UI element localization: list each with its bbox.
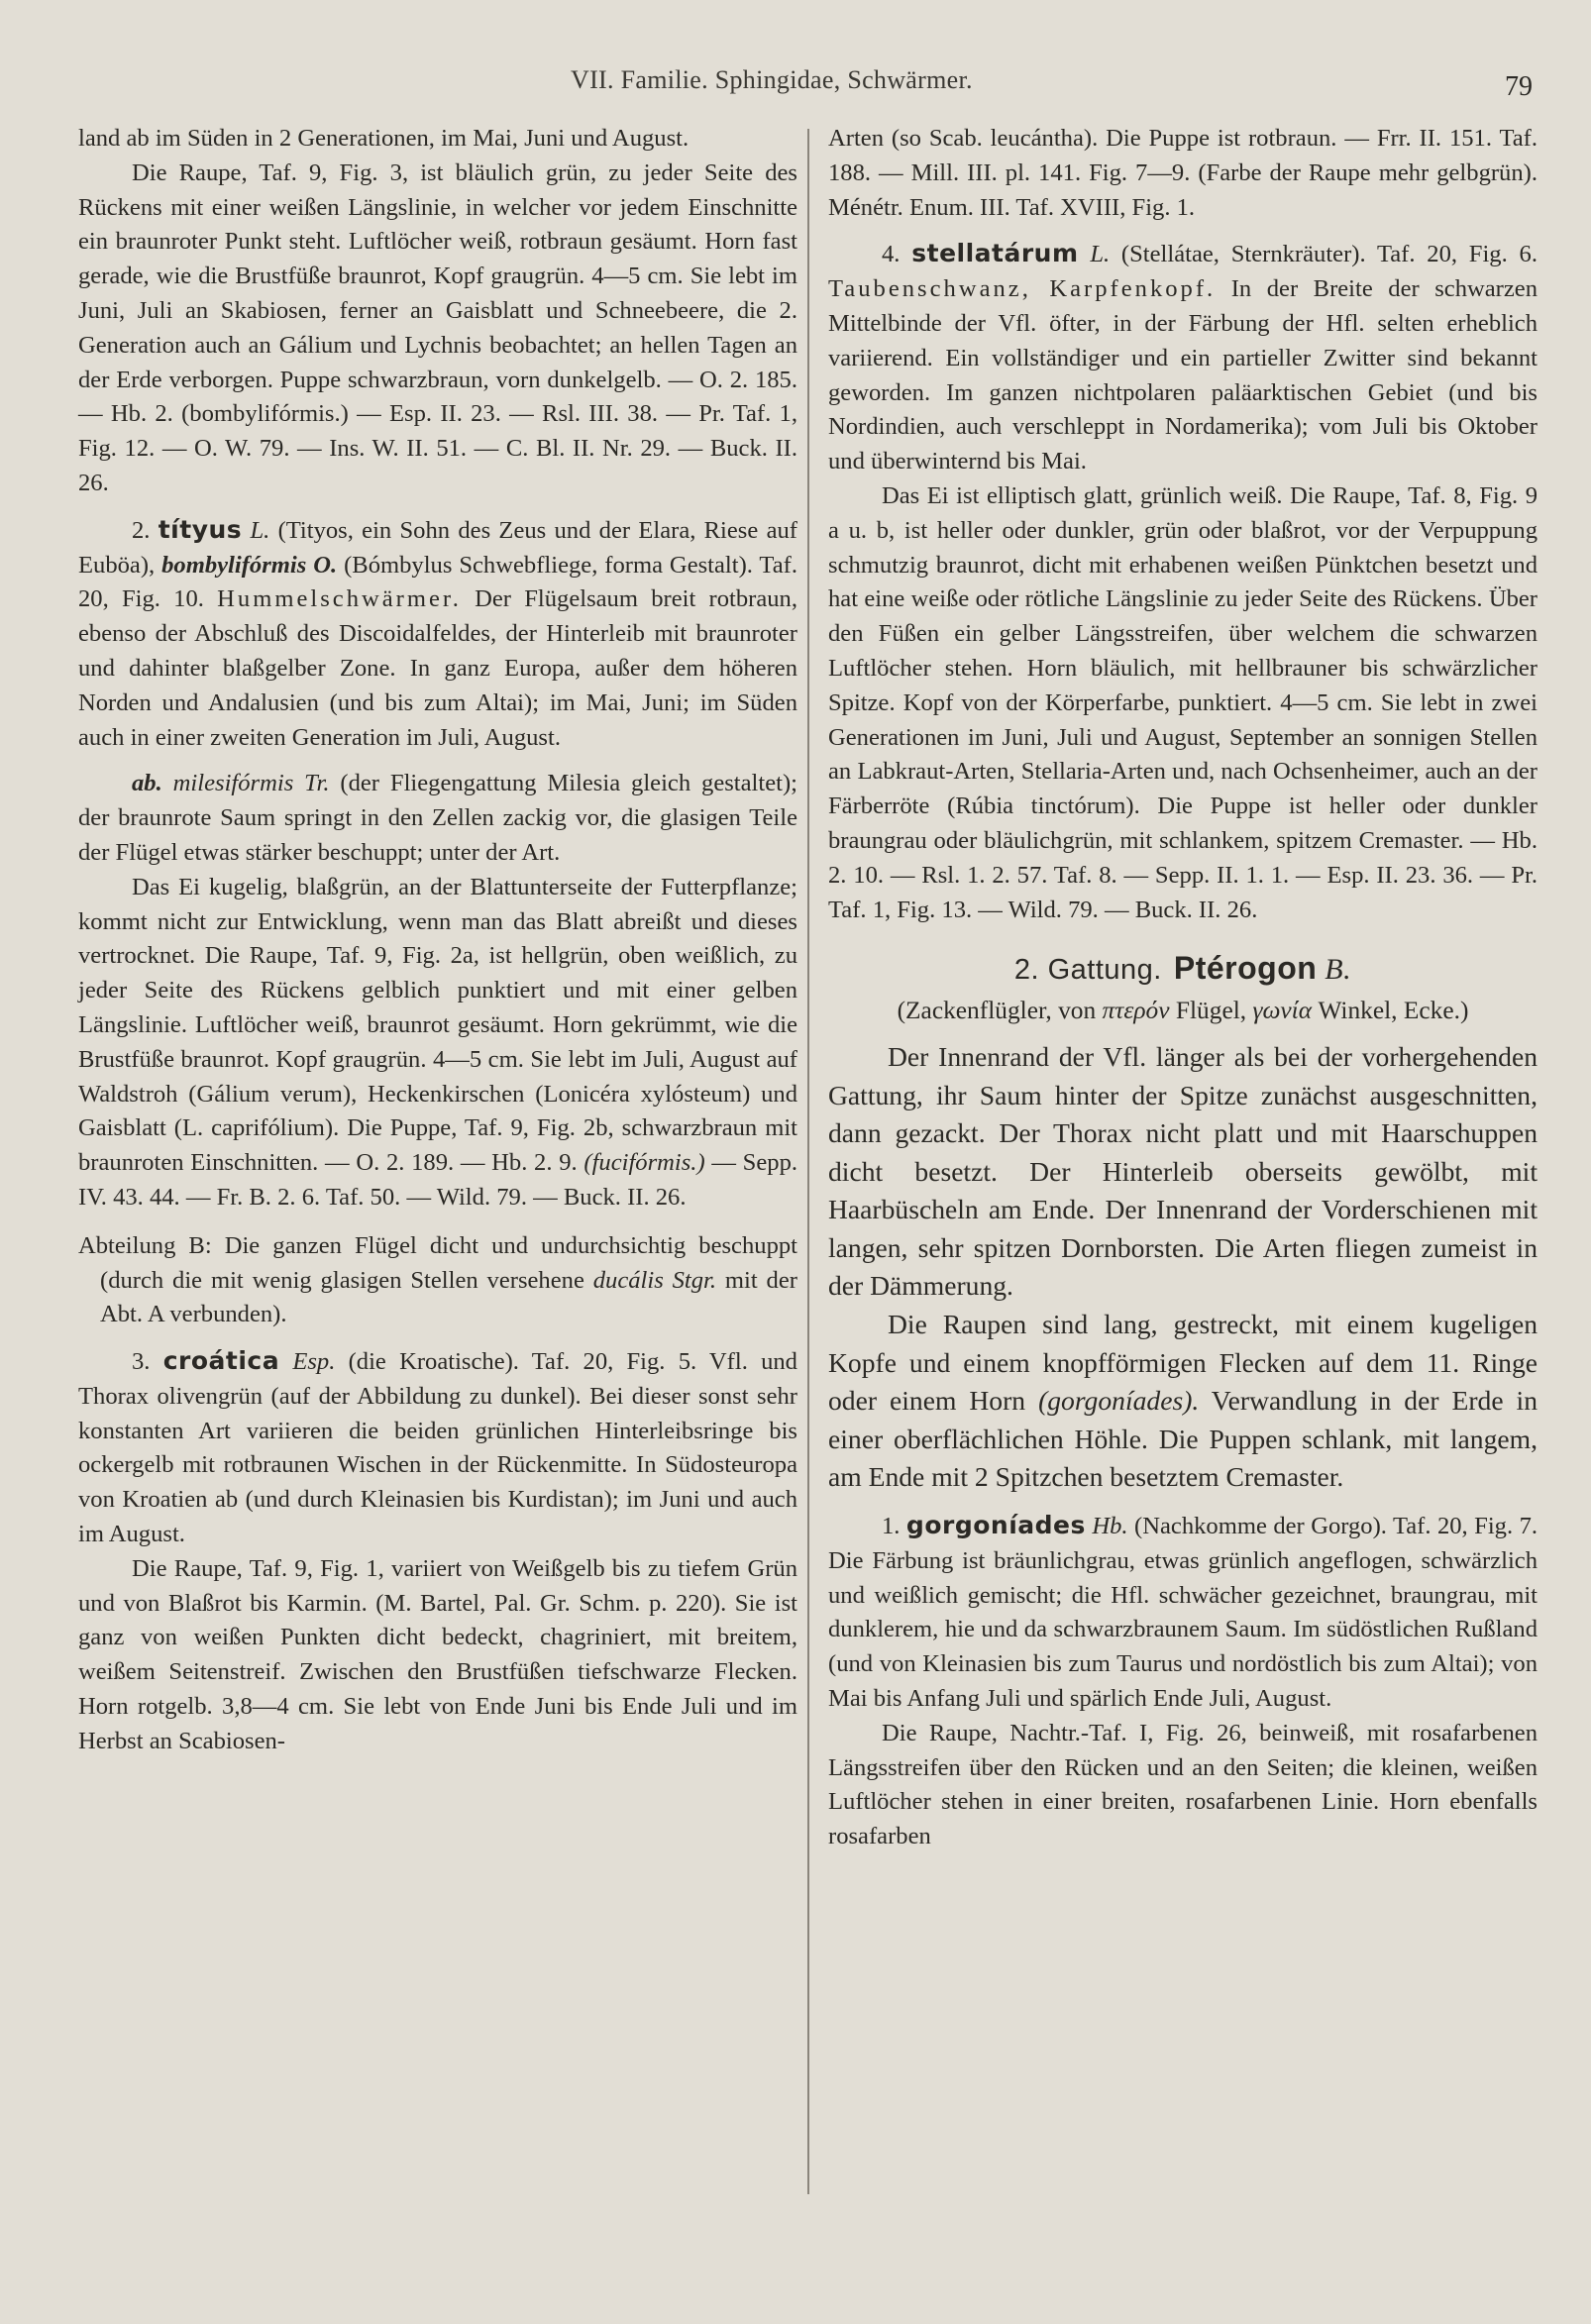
- paragraph-text: Das Ei kugelig, blaßgrün, an der Blattunterseite der Futterpflanze; kommt nicht zur Entwicklung, wenn man das Blatt abreißt und dieses vertrocknet. Die Raupe, Taf. 9, Fig. 2a, ist hellgrün, oben weißlich, zu jeder Seite des Rückens gelblich punktiert und mit einer gelben Längslinie. Luftlöcher weiß, braunrot gesäumt. Horn gekrümmt, wie die Brustfüße braunrot. Kopf graugrün. 4—5 cm. Sie lebt im Juli, August auf Waldstroh (Gálium verum), Heckenkirschen (Lonicéra xylósteum) und Gaisblatt (L. caprifólium). Die Puppe, Taf. 9, Fig. 2b, schwarzbraun mit braunroten Einschnitten. — O. 2. 189. — Hb. 2. 9.: [78, 873, 797, 1177]
- paragraph-continued: Arten (so Scab. leucántha). Die Puppe ist rotbraun. — Frr. II. 151. Taf. 188. — Mill. III. pl. 141. Fig. 7—9. (Farbe der Raupe mehr gelbgrün). Ménétr. Enum. III. Taf. XVIII, Fig. 1.: [828, 125, 1538, 221]
- aberration-label: ab.: [132, 770, 162, 797]
- species-entry-stellatarum: [828, 237, 1538, 479]
- page-number: 79: [1505, 71, 1533, 102]
- species-author: Hb.: [1092, 1513, 1128, 1540]
- genus-author: B.: [1325, 953, 1352, 987]
- genus-number: 2. Gattung.: [1013, 954, 1162, 987]
- common-name: Taubenschwanz, Karpfenkopf.: [828, 275, 1217, 303]
- species-entry-croatica: [78, 1344, 797, 1552]
- synonym: bombylifórmis O.: [161, 551, 338, 579]
- paragraph-text: — Sepp. IV. 43. 44. — Fr. B. 2. 6. Taf. 50. — Wild. 79. — Buck. II. 26.: [78, 1149, 798, 1211]
- aberration-name: milesifórmis Tr.: [172, 770, 330, 797]
- column-divider: [807, 129, 809, 2194]
- etymology-text: Winkel, Ecke.): [1318, 997, 1469, 1025]
- etymology-text: (Zackenflügler, von: [897, 997, 1097, 1025]
- species-text: In der Breite der schwarzen Mittelbinde der Vfl. öfter, in der Färbung der Hfl. selten erheblich variierend. Ein vollständiger und ein partieller Zwitter sind bekannt geworden. Im ganzen nichtpolaren paläarktischen Gebiet (und bis Nordindien, auch verschleppt in Nordamerika); vom Juli bis Oktober und überwinternd bis Mai.: [828, 275, 1538, 475]
- species-name: títyus: [158, 514, 243, 544]
- greek-word: γωνία: [1252, 997, 1313, 1025]
- paragraph-raupe-gorgoniades: Die Raupe, Nachtr.-Taf. I, Fig. 26, beinweiß, mit rosafarbenen Längsstreifen über den Rücken und an den Seiten; die kleinen, weißen Luftlöcher stehen in einer breiten, rosafarbenen Linie. Horn ebenfalls rosafarben: [828, 1719, 1538, 1850]
- species-text: (die Kroatische). Taf. 20, Fig. 5. Vfl. und Thorax olivengrün (auf der Abbildung zu dunkel). Bei dieser sonst sehr konstanten Art variieren die beiden grünlichen Hinterleibsringe bis ockergelb mit rotbraunen Wischen in der Rückenmitte. In Südosteuropa von Kroatien ab (und durch Kleinasien bis Kurdistan); im Juni und auch im August.: [78, 1348, 797, 1548]
- section-text: Abteilung B: Die ganzen Flügel dicht und undurchsichtig beschuppt (durch die mit wenig glasigen Stellen versehene: [78, 1231, 797, 1294]
- left-column: [78, 122, 797, 1759]
- aberration-text: (der Fliegengattung Milesia gleich gestaltet); der braunrote Saum springt in den Zellen zackig vor, die glasigen Teile der Flügel etwas stärker beschuppt; unter der Art.: [78, 770, 797, 866]
- common-name: Hummelschwärmer.: [217, 585, 462, 613]
- paragraph-raupe-1: Die Raupe, Taf. 9, Fig. 3, ist bläulich grün, zu jeder Seite des Rückens mit einer weißen Längslinie, in welcher vor jedem Einschnitte ein braunroter Punkt steht. Luftlöcher weiß, rotbraun gesäumt. Horn fast gerade, wie die Brustfüße braunrot, Kopf graugrün. 4—5 cm. Sie lebt im Juni, Juli an Skabiosen, ferner an Gaisblatt und Schneebeere, die 2. Generation auch an Gálium und Lychnis beobachtet; an hellen Tagen an der Erde verborgen. Puppe schwarzbraun, vorn dunkelgelb. — O. 2. 185. — Hb. 2. (bombylifórmis.) — Esp. II. 23. — Rsl. III. 38. — Pr. Taf. 1, Fig. 12. — O. W. 79. — Ins. W. II. 51. — C. Bl. II. Nr. 29. — Buck. II. 26.: [78, 158, 797, 496]
- section-abteilung-b: [78, 1229, 797, 1332]
- paragraph-ei: Das Ei ist elliptisch glatt, grünlich weiß. Die Raupe, Taf. 8, Fig. 9 a u. b, ist heller oder dunkler, grün oder blaßrot, vor der Verpuppung schmutzig braunrot, dicht mit erhabenen weißen Pünktchen besetzt und hat eine weiße oder rötliche Längslinie zu jeder Seite des Rückens. Über den Füßen ein gelber Längsstreifen, über welchem die schwarzen Luftlöcher stehen. Horn bläulich, mit hellbrauner bis schwärzlicher Spitze. Kopf von der Körperfarbe, punktiert. 4—5 cm. Sie lebt in zwei Generationen im Juni, Juli und August, September an sonnigen Stellen an Labkraut-Arten, Stellaria-Arten und, nach Ochsenheimer, auch an der Färberröte (Rúbia tinctórum). Die Puppe ist heller oder dunkler braungrau oder bläulichgrün, mit schlankem, spitzem Cremaster. — Hb. 2. 10. — Rsl. 1. 2. 57. Taf. 8. — Sepp. II. 1. 1. — Esp. II. 23. 36. — Pr. Taf. 1, Fig. 13. — Wild. 79. — Buck. II. 26.: [828, 481, 1538, 923]
- genus-larvae: [828, 1306, 1538, 1497]
- species-entry-tityus: [78, 513, 797, 756]
- species-text: (Tityos, ein Sohn des Zeus und der Elara, Riese auf Euböa),: [78, 516, 797, 579]
- genus-etymology: [828, 994, 1538, 1028]
- running-title: VII. Familie. Sphingidae, Schwärmer.: [571, 65, 973, 94]
- species-number: 4.: [882, 241, 901, 268]
- paragraph-raupe-croatica: Die Raupe, Taf. 9, Fig. 1, variiert von Weißgelb bis zu tiefem Grün und von Blaßrot bis Karmin. (M. Bartel, Pal. Gr. Schm. p. 220). Sie ist ganz von weißen Punkten dicht bedeckt, chagriniert, mit breitem, weißem Seitenstreif. Zwischen den Brustfüßen tiefschwarze Flecken. Horn rotgelb. 3,8—4 cm. Sie lebt von Ende Juni bis Ende Juli und im Herbst an Scabiosen-: [78, 1554, 797, 1754]
- section-text: mit der Abt. A verbunden).: [100, 1266, 797, 1328]
- species-name: croática: [162, 1346, 280, 1376]
- paragraph-text: Die Raupen sind lang, gestreckt, mit einem kugeligen Kopfe und einem knopfförmigen Flecken auf dem 11. Ringe oder einem Horn: [828, 1309, 1538, 1417]
- paragraph-continued: land ab im Süden in 2 Generationen, im Mai, Juni und August.: [78, 125, 689, 152]
- species-author: Esp.: [292, 1348, 336, 1376]
- species-text: (Nachkomme der Gorgo). Taf. 20, Fig. 7. Die Färbung ist bräunlichgrau, etwas grünlich angeflogen, schwärzlich und weißlich gemischt; die Hfl. schwächer gezeichnet, braungrau, mit dunklerem, hie und da schwarzbraunem Saum. Im südöstlichen Rußland (und von Kleinasien bis zum Taurus und nordöstlich bis zum Altai); von Mai bis Anfang Juli und spärlich Ende Juli, August.: [828, 1513, 1538, 1713]
- species-text: (Bómbylus Schwebfliege, forma Gestalt). Taf. 20, Fig. 10.: [78, 551, 797, 613]
- species-author: L.: [250, 516, 270, 544]
- right-column: [828, 122, 1538, 1854]
- paragraph-text: Verwandlung in der Erde in einer oberflächlichen Höhle. Die Puppen schlank, mit langem, am Ende mit 2 Spitzchen besetztem Cremaster.: [828, 1385, 1538, 1493]
- synonym: (fucifórmis.): [583, 1149, 705, 1177]
- species-text: Der Flügelsaum breit rotbraun, ebenso der Abschluß des Discoidalfeldes, der Hinterleib mit braunroter und dahinter blaßgelber Zone. In ganz Europa, außer dem höheren Norden und Andalusien (und bis zum Altai); im Mai, Juni; im Süden auch in einer zweiten Generation im Juli, August.: [78, 585, 797, 751]
- synonym: (gorgoníades).: [1038, 1385, 1200, 1417]
- synonym: ducális Stgr.: [592, 1266, 717, 1294]
- paragraph-ei: [78, 871, 797, 1215]
- species-name: gorgoníades: [905, 1511, 1086, 1540]
- species-name: stellatárum: [911, 239, 1079, 268]
- etymology-text: Flügel,: [1175, 997, 1247, 1025]
- aberration-entry: [78, 767, 797, 870]
- species-number: 2.: [132, 516, 151, 544]
- genus-description: Der Innenrand der Vfl. länger als bei der vorhergehenden Gattung, ihr Saum hinter der Spitze zunächst ausgeschnitten, dann gezackt. Der Thorax nicht platt und mit Haarschuppen dicht besetzt. Der Hinterleib oberseits gewölbt, mit Haarbüscheln am Ende. Der Innenrand der Vorderschienen mit langen, sehr spitzen Dornborsten. Die Arten fliegen zumeist in der Dämmerung.: [828, 1040, 1538, 1302]
- genus-heading: [828, 951, 1538, 988]
- genus-name: Ptérogon: [1173, 950, 1318, 987]
- species-number: 1.: [882, 1513, 901, 1540]
- species-entry-gorgoniades: [828, 1509, 1538, 1717]
- species-text: (Stellátae, Sternkräuter). Taf. 20, Fig. 6.: [1120, 241, 1538, 268]
- species-author: L.: [1090, 241, 1111, 268]
- species-number: 3.: [132, 1348, 151, 1376]
- greek-word: πτερόν: [1102, 997, 1170, 1025]
